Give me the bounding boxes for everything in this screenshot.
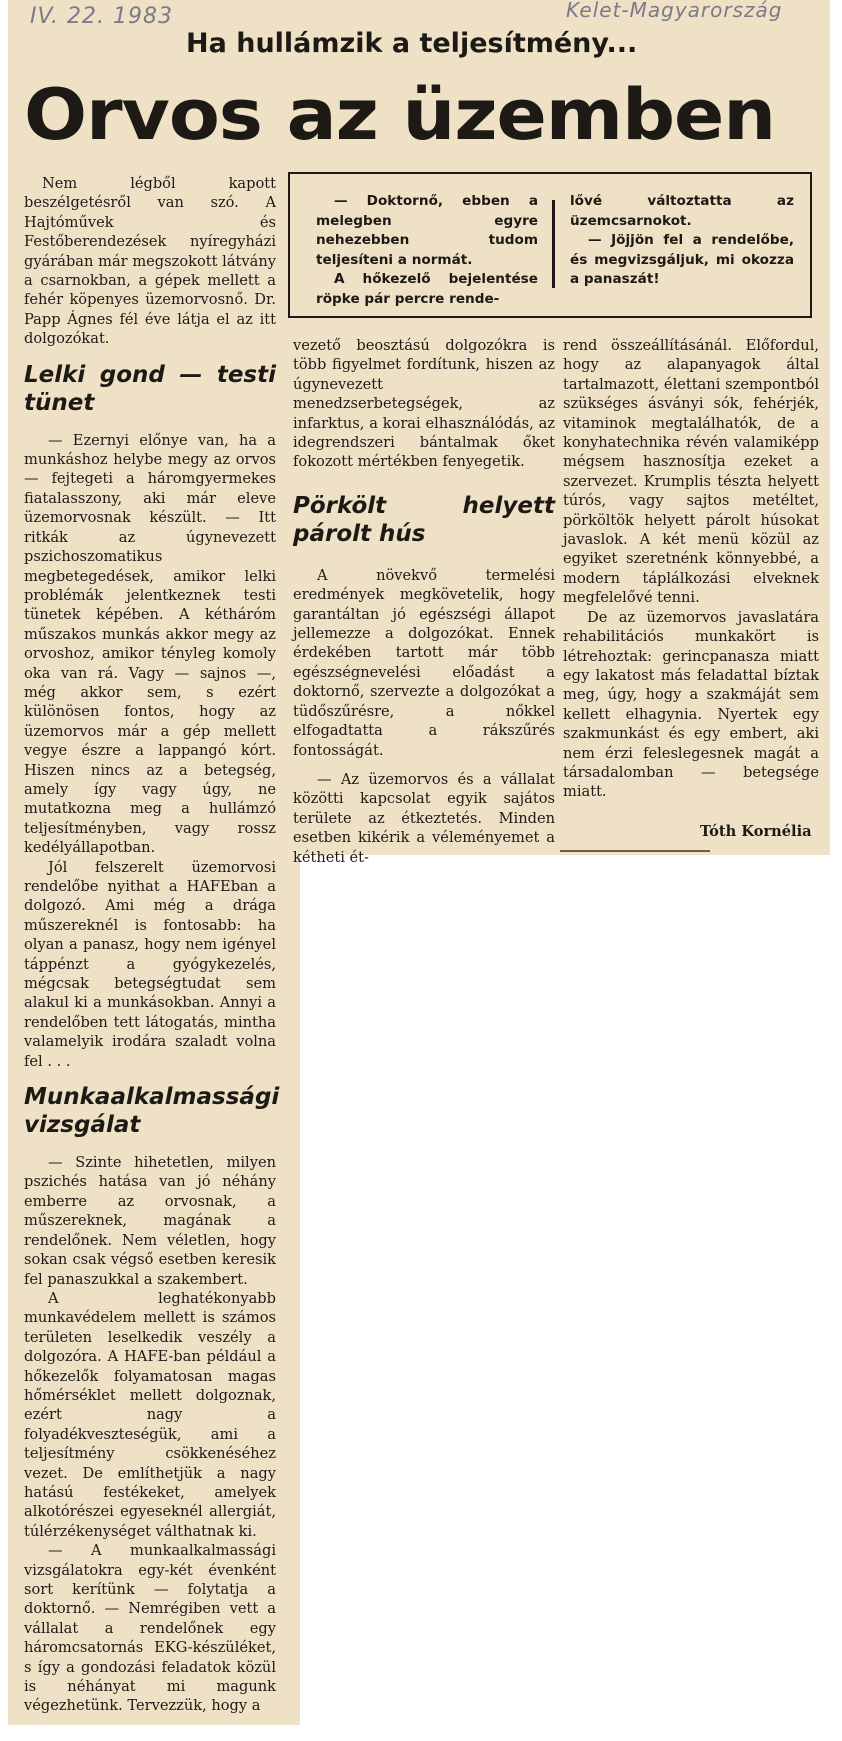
column-2 — [293, 336, 555, 867]
column-1 — [24, 174, 280, 1716]
col1b-paragraph-2: A leghatékonyabb munkavédelem mellett is számos területen leselkedik veszély a dolgozóra. A HAFE-ban például a hőkezelők folyamatosan magas hőmérséklet mellett dolgoznak, ezért nagy a folyadékveszteségük, ami a teljesítmény csökkenéséhez vezet. De említhetjük a nagy hatású festékeket, amelyek alkotórészei egyeseknél allergiát, túlérzékenységet válthatnak ki. — [24, 1289, 276, 1540]
quote-box-divider — [552, 200, 555, 288]
article-byline: Tóth Kornélia — [700, 823, 812, 840]
col2b-paragraph-1: A növekvő termelési eredmények megkövetelik, hogy garantáltan jó egészségi állapot jellemezze a dolgozókat. Ennek érdekében tartott már több egészségnevelési előadást a doktornő, szervezte a dolgozókat a tüdőszűrésre, a nőkkel elfogadtatta a rákszűrés fontosságát. — [293, 566, 555, 759]
bottom-rule — [560, 850, 710, 852]
column-3 — [563, 336, 819, 802]
col1-paragraph-2: Jól felszerelt üzemorvosi rendelőbe nyithat a HAFEban a dolgozó. Ami még a drága műszereknél is fontosabb: ha olyan a panasz, hogy nem igényel táppénzt a gyógykezelés, mégcsak betegségtudat sem alakul ki a munkásokban. Annyi a rendelőben tett látogatás, mintha valamelyik irodára szaladt volna fel . . . — [24, 858, 276, 1070]
col3-paragraph-2: De az üzemorvos javaslatára rehabilitációs munkakört is létrehoztak: gerincpanasza miatt egy lakatost más feladattal bíztak meg, úgy, hogy a szakmáját sem kellett elhagynia. Nyertek egy szakmunkást és egy embert, aki nem érzi feleslegesnek magát a társadalomban — betegsége miatt. — [563, 608, 819, 801]
quote-box-left — [316, 192, 538, 310]
handwritten-source: Kelet-Magyarország — [566, 0, 783, 22]
article-headline: Orvos az üzemben — [24, 74, 776, 156]
col1b-paragraph-1: — Szinte hihetetlen, milyen pszichés hatása van jó néhány emberre az orvosnak, a műszereknek, magának a rendelőnek. Nem véletlen, hogy sokan csak végső esetben keresik fel panaszukkal a szakembert. — [24, 1154, 276, 1288]
col2b-paragraph-2: — Az üzemorvos és a vállalat közötti kapcsolat egyik sajátos területe az étkeztetés. Minden esetben kikérik a véleményemet a kétheti ét- — [293, 770, 555, 866]
handwritten-date: IV. 22. 1983 — [30, 4, 173, 29]
article-lead: Nem légből kapott beszélgetésről van szó. A Hajtóművek és Festőberendezések nyíregyházi gyárában már megszokott látvány a csarnokban, a gépek mellett a fehér köpenyes üzemorvosnő. Dr. Papp Ágnes fél éve látja el az itt dolgozókat. — [24, 175, 276, 348]
col1-paragraph-1: — Ezernyi előnye van, ha a munkáshoz helybe megy az orvos — fejtegeti a háromgyermekes fiatalasszony, aki már eleve üzemorvosnak készült. — Itt ritkák az úgynevezett pszichoszomatikus megbetegedések, amikor lelki problémák jelentkeznek testi tünetek képében. A kétháróm műszakos munkás akkor megy az orvoshoz, amikor tényleg komoly oka van rá. Vagy — sajnos —, még akkor sem, s ezért különösen fontos, hogy az üzemorvos már a gép mellett vegye észre a lappangó kórt. Hiszen nincs az a betegség, amely így vagy úgy, ne mutatkozna meg a hullámzó teljesítményben, vagy rossz kedélyállapotban. — [24, 431, 276, 857]
quote-left-2: A hőkezelő bejelentése röpke pár percre rende- — [316, 271, 538, 307]
quote-left-1: — Doktornő, ebben a melegben egyre nehezebben tudom teljesíteni a normát. — [316, 193, 538, 268]
quote-box-right — [570, 192, 794, 290]
section-title-lelki-gond: Lelki gond — testi tünet — [24, 361, 276, 416]
col1b-paragraph-3: — A munkaalkalmassági vizsgálatokra egy-két évenként sort kerítünk — folytatja a doktornő. — Nemrégiben vett a vállalat a rendelőnek egy háromcsatornás EKG-készüléket, s így a gondozási feladatok közül is néhányat mi magunk végezhetünk. Tervezzük, hogy a — [24, 1542, 276, 1715]
section-title-munkaalkalmassag: Munkaalkalmassági vizsgálat — [24, 1084, 280, 1139]
section-title-porkolt: Pörkölt helyett párolt hús — [293, 492, 555, 547]
col2-paragraph-1: vezető beosztású dolgozókra is több figyelmet fordítunk, hiszen az úgynevezett menedzserbetegségek, az infarktus, a korai elhasználódás, az idegrendszeri bántalmak őket fokozott mértékben fenyegetik. — [293, 337, 555, 471]
col3-paragraph-1: rend összeállításánál. Előfordul, hogy az alapanyagok által tartalmazott, élettani szempontból szükséges ásványi sók, fehérjék, vitaminok megtalálhatók, de a konyhatechnika révén valamiképp mégsem hasznosítja ezeket a szervezet. Krumplis tészta helyett túrós, vagy sajtos metéltet, pörköltök helyett párolt húsokat javaslok. A két menü közül az egyiket szeretnénk könnyebbé, a modern táplálkozási elveknek megfelelővé tenni. — [563, 337, 819, 607]
quote-right-2: — Jöjjön fel a rendelőbe, és megvizsgáljuk, mi okozza a panaszát! — [570, 232, 794, 288]
article-kicker: Ha hullámzik a teljesítmény... — [186, 28, 638, 59]
quote-right-1: lővé változtatta az üzemcsarnokot. — [570, 193, 794, 229]
quote-box — [288, 172, 812, 318]
